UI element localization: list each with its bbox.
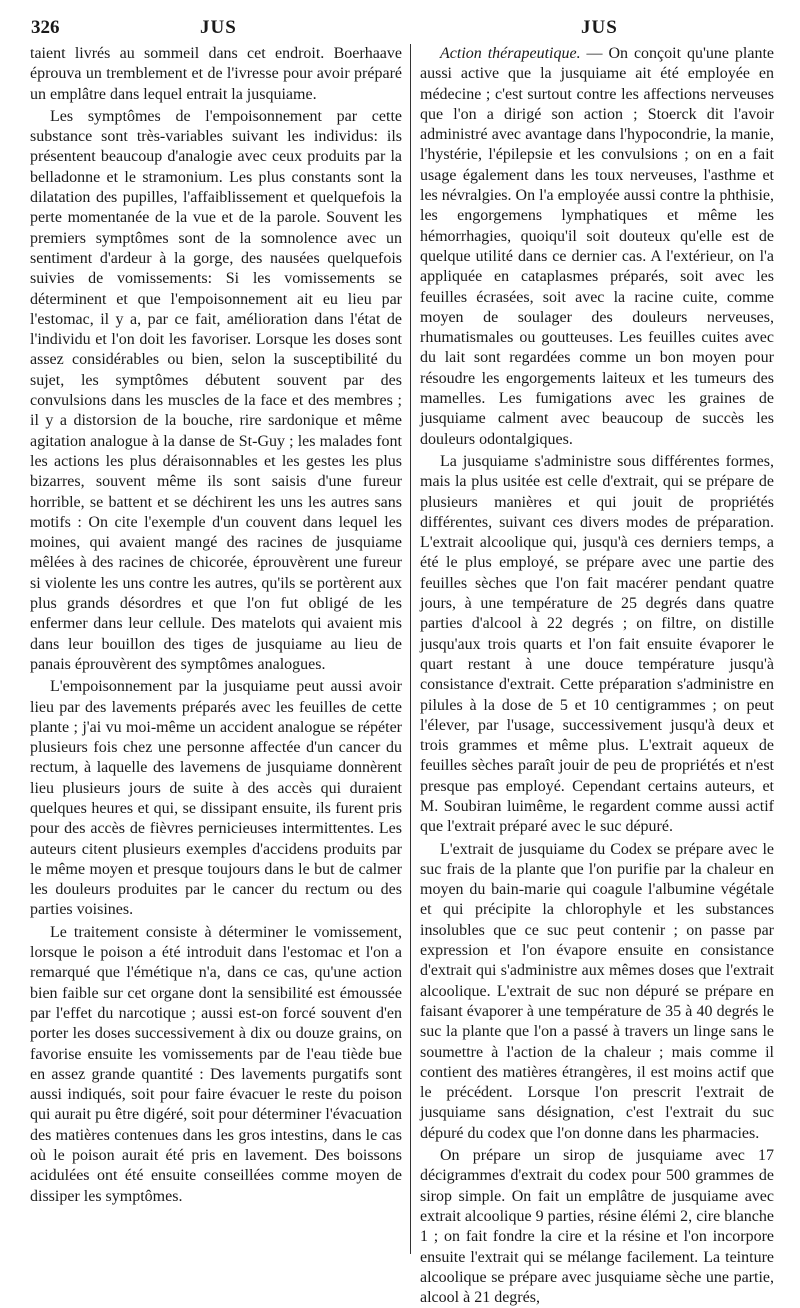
paragraph: Les symptômes de l'empoisonnement par cette substance sont très-variables suivant les individus: ils présentent beaucoup d'analogie avec ceux produits par la belladonne et le stramonium. Les plus constants sont la dilatation des pupilles, l'affaiblissement et quelquefois la perte momentanée de la vue et de la parole. Souvent les premiers symptômes sont de la somnolence avec un sentiment d'ardeur à la gorge, des nausées quelquefois suivies de vomissements: Si les vomissements se déterminent et que l'empoisonnement ait eu lieu par l'estomac, il y a, par ce fait, amélioration dans l'état de l'individu et l'on doit les favoriser. Lorsque les doses sont assez considérables ou bien, selon la susceptibilité du sujet, les symptômes débutent souvent par des convulsions dans les muscles de la face et des membres ; il y a distorsion de la bouche, rire sardonique et même agitation analogue à la danse de St-Guy ; les malades font les actions les plus déraisonnables et les gestes les plus bizarres, souvent même ils sont saisis d'une fureur horrible, se battent et se déchirent les uns les autres sans motifs : On cite l'exemple d'un couvent dans lequel les moines, qui avaient mangé des racines de jusquiame mêlées à des racines de chicorée, éprouvèrent une fureur si violente les uns contre les autres, qu'ils se portèrent aux plus grands désordres et que l'on fut obligé de les enfermer dans leur cellule. Des matelots qui avaient mis dans leur bouillon des tiges de jusquiame au lieu de panais éprouvèrent des symptômes analogues.: [30, 107, 402, 673]
paragraph: [420, 44, 774, 450]
section-lead-term: Action thérapeutique.: [440, 45, 581, 62]
left-column: [30, 44, 402, 1207]
paragraph: taient livrés au sommeil dans cet endroit. Boerhaave éprouva un tremblement et de l'ivresse pour avoir préparé un emplâtre dans lequel entrait la jusquiame.: [30, 45, 402, 103]
running-head-left: JUS: [200, 17, 237, 38]
column-divider: [410, 44, 411, 1254]
paragraph: Le traitement consiste à déterminer le vomissement, lorsque le poison a été introduit dans l'estomac et l'on a remarqué que l'émétique n'a, dans ce cas, qu'une action bien faible sur cet organe dont la sensibilité est émoussée par l'effet du narcotique ; aussi est-on forcé souvent d'en porter les doses successivement à dix ou douze grains, on favorise ensuite les vomissements par de l'eau tiède bue en assez grande quantité : Des lavements purgatifs sont aussi indiqués, soit pour faire évacuer le reste du poison qui aurait pu être digéré, soit pour déterminer l'évacuation des matières contenues dans les gros intestins, dans le cas où le poison aurait été pris en lavement. Des boissons acidulées ont été ensuite conseillées comme moyen de dissiper les symptômes.: [30, 923, 402, 1205]
paragraph: La jusquiame s'administre sous différentes formes, mais la plus usitée est celle d'extrait, qui se prépare de plusieurs manières et qui jouit de propriétés différentes, suivant ces divers modes de préparation. L'extrait alcoolique qui, jusqu'à ces derniers temps, a été le plus employé, se prépare avec une partie des feuilles sèches que l'on fait macérer pendant quatre jours, à une température de 25 degrés dans quatre parties d'alcool à 22 degrés ; on filtre, on distille jusqu'aux trois quarts et l'on fait ensuite évaporer le quart restant à une douce température jusqu'à consistance d'extrait. Cette préparation s'administre en pilules à la dose de 5 et 10 centigrammes ; on peut l'élever, par l'usage, successivement jusqu'à deux et trois grammes et même plus. L'extrait aqueux de feuilles sèches paraît jouir de peu de propriétés et n'est presque pas employé. Cependant certains auteurs, et M. Soubiran luimême, le regardent comme aussi actif que l'extrait préparé avec le suc dépuré.: [420, 452, 774, 836]
paragraph-text: — On conçoit qu'une plante aussi active que la jusquiame ait été employée en médecine ; c'est surtout contre les affections nerveuses que l'on a dirigé son action ; Stoerck dit l'avoir administré avec avantage dans l'hypocondrie, la manie, l'hystérie, l'épilepsie et les convulsions ; on en a fait usage également dans les toux nerveuses, l'asthme et les névralgies. On l'a employée aussi contre la phthisie, les engorgemens lymphatiques et même les hémorrhagies, quoiqu'il soit douteux qu'elle est de quelque utilité dans ce dernier cas. A l'extérieur, on l'a appliquée en cataplasmes préparés, soit avec les feuilles écrasées, soit avec la racine cuite, comme moyen de soulager des douleurs nerveuses, rhumatismales ou goutteuses. Les feuilles cuites avec du lait sont regardées comme un bon moyen pour résoudre les engorgements laiteux et les tumeurs des mamelles. Les fumigations avec les graines de jusquiame calment avec beaucoup de succès les douleurs odontalgiques.: [420, 45, 774, 448]
right-column: [420, 44, 774, 1308]
page-header: [0, 0, 800, 44]
running-head-right: JUS: [581, 17, 618, 38]
paragraph: L'extrait de jusquiame du Codex se prépare avec le suc frais de la plante que l'on purifie par la chaleur en moyen du bain-marie qui coagule l'albumine végétale et qui précipite la chlorophyle et les substances insolubles que ce suc peut contenir ; on passe par expression et l'on évapore ensuite en consistance d'extrait qui s'administre aux mêmes doses que l'extrait alcoolique. L'extrait de suc non dépuré se prépare en faisant évaporer à une température de 35 à 40 degrés le suc la plante que l'on a passé à travers un linge sans le soumettre à l'action de la chaleur ; mais comme il contient des matières étrangères, il est moins actif que le précédent. Lorsque l'on prescrit l'extrait de jusquiame sans désignation, c'est l'extrait du suc dépuré du codex que l'on donne dans les pharmacies.: [420, 840, 774, 1142]
paragraph: L'empoisonnement par la jusquiame peut aussi avoir lieu par des lavements préparés avec les feuilles de cette plante ; j'ai vu moi-même un accident analogue se répéter plusieurs fois chez une personne affectée d'un cancer du rectum, à laquelle des lavemens de jusquiame donnèrent lieu plusieurs jours de suite à des accès qui duraient quelques heures et qui, se dissipant ensuite, ils furent pris pour des accès de fièvres pernicieuses intermittentes. Les auteurs citent plusieurs exemples d'accidens produits par le même moyen et presque toujours dans le but de calmer les douleurs produites par le cancer du rectum ou des parties voisines.: [30, 678, 402, 919]
page-number: 326: [31, 17, 60, 38]
paragraph: On prépare un sirop de jusquiame avec 17 décigrammes d'extrait du codex pour 500 grammes de sirop simple. On fait un emplâtre de jusquiame avec extrait alcoolique 9 parties, résine élémi 2, cire blanche 1 ; on fait fondre la cire et la résine et l'on incorpore ensuite l'extrait qui se mélange facilement. La teinture alcoolique se prépare avec jusquiame sèche une partie, alcool à 21 degrés,: [420, 1147, 774, 1307]
